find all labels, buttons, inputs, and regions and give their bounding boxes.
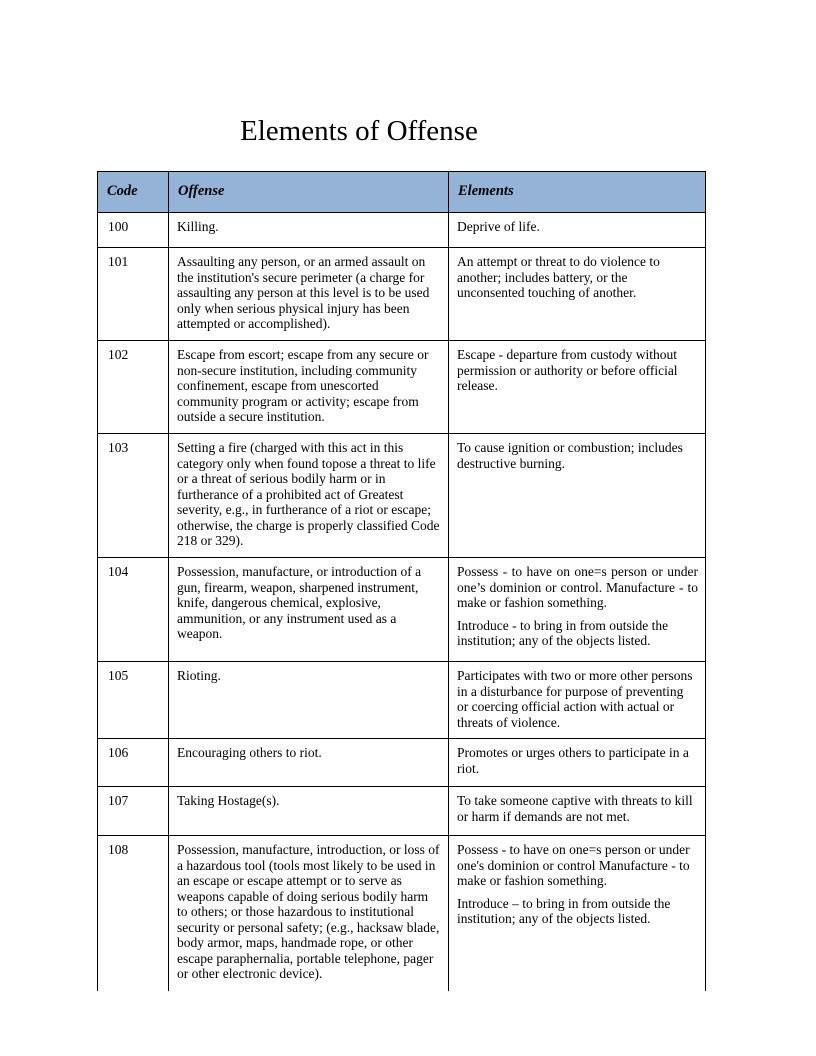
code-text: 105 <box>108 668 129 683</box>
offense-table <box>97 171 706 991</box>
code-cell <box>98 341 169 434</box>
offense-paragraph: Taking Hostage(s). <box>177 793 280 808</box>
offense-paragraph: Assaulting any person, or an armed assault on the institution's secure perimeter (a charge for assaulting any person at this level is to be used only when serious physical injury has been attempted or accomplished). <box>177 254 430 331</box>
code-text: 107 <box>108 793 129 808</box>
page-title: Elements of Offense <box>240 115 478 147</box>
table-row <box>98 836 706 991</box>
table-header <box>98 172 706 213</box>
col-header-code: Code <box>98 172 169 213</box>
col-header-elements: Elements <box>449 172 706 213</box>
code-cell <box>98 662 169 739</box>
offense-cell <box>169 248 449 341</box>
elements-cell <box>449 213 706 248</box>
elements-paragraph: Introduce - to bring in from outside the institution; any of the objects listed. <box>457 617 669 648</box>
code-text: 106 <box>108 745 129 760</box>
offense-paragraph: Escape from escort; escape from any secure or non-secure institution, including community confinement, escape from unescorted community program or activity; escape from outside a secure institution. <box>177 347 429 424</box>
offense-cell <box>169 662 449 739</box>
code-text: 101 <box>108 254 129 269</box>
code-cell <box>98 434 169 558</box>
offense-cell <box>169 213 449 248</box>
header-row <box>98 172 706 213</box>
elements-paragraph: Possess - to have on one=s person or under one's dominion or control Manufacture - to make or fashion something. <box>457 842 690 888</box>
code-text: 102 <box>108 347 129 362</box>
code-text: 104 <box>108 564 129 579</box>
table-row <box>98 434 706 558</box>
code-text: 108 <box>108 842 129 857</box>
elements-cell <box>449 558 706 662</box>
code-cell <box>98 213 169 248</box>
offense-cell <box>169 558 449 662</box>
elements-cell <box>449 739 706 787</box>
elements-paragraph: Escape - departure from custody without permission or authority or before official release. <box>457 347 678 393</box>
elements-cell <box>449 248 706 341</box>
table-row <box>98 341 706 434</box>
code-text: 100 <box>108 219 129 234</box>
elements-paragraph: To cause ignition or combustion; includes destructive burning. <box>457 440 683 471</box>
elements-paragraph: Participates with two or more other persons in a disturbance for purpose of preventing or coercing official action with actual or threats of violence. <box>457 668 693 730</box>
elements-paragraph: Deprive of life. <box>457 219 540 234</box>
elements-cell <box>449 836 706 991</box>
code-cell <box>98 836 169 991</box>
code-cell <box>98 558 169 662</box>
table-row <box>98 787 706 836</box>
elements-paragraph: To take someone captive with threats to kill or harm if demands are not met. <box>457 793 693 824</box>
elements-cell <box>449 434 706 558</box>
table-row <box>98 662 706 739</box>
table-row <box>98 248 706 341</box>
code-text: 103 <box>108 440 129 455</box>
elements-paragraph: Possess - to have on one=s person or under one’s dominion or control. Manufacture - to make or fashion something. <box>457 564 698 610</box>
offense-paragraph: Killing. <box>177 219 219 234</box>
elements-paragraph: Promotes or urges others to participate in a riot. <box>457 745 689 776</box>
offense-paragraph: Rioting. <box>177 668 221 683</box>
code-cell <box>98 739 169 787</box>
table-row <box>98 213 706 248</box>
code-cell <box>98 248 169 341</box>
offense-paragraph: Setting a fire (charged with this act in this category only when found topose a threat to life or a threat of serious bodily harm or in furtherance of a prohibited act of Greatest severity, e.g., in furtherance of a riot or escape; otherwise, the charge is properly classified Code 218 or 329). <box>177 440 440 548</box>
elements-paragraph: An attempt or threat to do violence to another; includes battery, or the unconsented touching of another. <box>457 254 660 300</box>
col-header-offense: Offense <box>169 172 449 213</box>
elements-cell <box>449 341 706 434</box>
elements-cell <box>449 787 706 836</box>
offense-cell <box>169 341 449 434</box>
offense-cell <box>169 434 449 558</box>
offense-cell <box>169 739 449 787</box>
table-body <box>98 213 706 991</box>
table-row <box>98 739 706 787</box>
code-cell <box>98 787 169 836</box>
offense-paragraph: Possession, manufacture, or introduction of a gun, firearm, weapon, sharpened instrument, knife, dangerous chemical, explosive, ammunition, or any instrument used as a weapon. <box>177 564 422 641</box>
elements-paragraph: Introduce – to bring in from outside the institution; any of the objects listed. <box>457 895 671 926</box>
elements-cell <box>449 662 706 739</box>
offense-cell <box>169 787 449 836</box>
offense-cell <box>169 836 449 991</box>
table-row <box>98 558 706 662</box>
offense-paragraph: Possession, manufacture, introduction, or loss of a hazardous tool (tools most likely to be used in an escape or escape attempt or to serve as weapons capable of doing serious bodily harm to others; or those hazardous to institutional security or personal safety; (e.g., hacksaw blade, body armor, maps, handmade rope, or other escape paraphernalia, portable telephone, pager or other electronic device). <box>177 842 440 981</box>
offense-paragraph: Encouraging others to riot. <box>177 745 322 760</box>
